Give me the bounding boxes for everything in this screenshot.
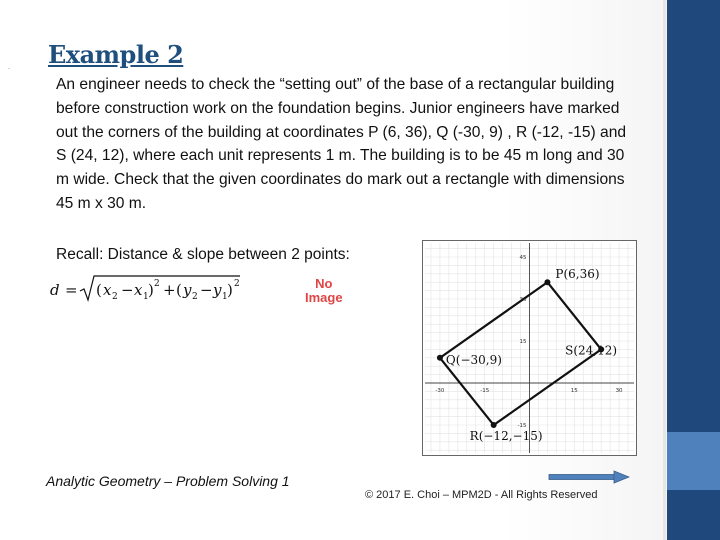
- no-image-line1: No: [315, 276, 333, 291]
- y-tick-label: -15: [517, 423, 527, 429]
- sidebar-accent-block: [667, 432, 720, 490]
- no-image-line2: Image: [305, 290, 343, 305]
- point-R: [491, 422, 497, 428]
- point-label-R: R(−12,−15): [469, 429, 543, 443]
- svg-text:1: 1: [143, 292, 149, 302]
- svg-text:2: 2: [192, 292, 198, 302]
- point-Q: [437, 355, 443, 361]
- slide-marker: .: [8, 64, 10, 71]
- coordinate-graph: [422, 240, 637, 456]
- formula-paren-1: (: [96, 281, 102, 299]
- svg-text:+: +: [163, 281, 176, 299]
- y-tick-label: 15: [519, 339, 527, 345]
- x-tick-label: 15: [570, 388, 578, 394]
- point-label-Q: Q(−30,9): [445, 352, 502, 367]
- formula-equals: =: [65, 281, 78, 299]
- svg-text:−: −: [200, 281, 213, 299]
- svg-text:x: x: [134, 281, 143, 299]
- x-tick-label: 30: [615, 388, 623, 394]
- problem-text: An engineer needs to check the “setting out” of the base of a rectangular building before construction work on the foundation begins. Junior engineers have marked out the corners of the building at coordinates P (6, 36), Q (-30, 9) , R (-12, -15) and S (24, 12), where each unit represents 1 m. The building is to be 45 m long and 30 m wide. Check that the given coordinates do mark out a rectangle with dimensions 45 m x 30 m.: [56, 76, 627, 212]
- slide-title: Example 2: [48, 40, 184, 69]
- x-tick-label: -30: [435, 388, 445, 394]
- distance-formula: [48, 274, 248, 304]
- sidebar-divider: [663, 0, 666, 540]
- svg-text:y: y: [213, 281, 222, 299]
- recall-text: Recall: Distance & slope between 2 points:: [56, 246, 350, 263]
- svg-text:2: 2: [112, 292, 118, 302]
- next-arrow-icon[interactable]: [548, 470, 630, 484]
- svg-text:1: 1: [222, 292, 228, 302]
- svg-text:2: 2: [234, 279, 240, 289]
- svg-text:): ): [148, 281, 154, 299]
- y-tick-label: 45: [519, 255, 527, 261]
- footer-course: Analytic Geometry – Problem Solving 1: [46, 473, 290, 489]
- svg-text:y: y: [183, 281, 192, 299]
- point-P: [544, 279, 550, 285]
- formula-d: d: [50, 281, 60, 299]
- y-tick-label: 30: [519, 297, 527, 303]
- svg-text:(: (: [176, 281, 182, 299]
- formula-x2: x: [103, 281, 112, 299]
- svg-text:−: −: [121, 281, 134, 299]
- svg-text:): ): [227, 281, 233, 299]
- x-tick-label: -15: [480, 388, 490, 394]
- no-image-placeholder: [305, 277, 343, 305]
- footer-copyright: © 2017 E. Choi – MPM2D - All Rights Reserved: [365, 489, 598, 501]
- point-label-P: P(6,36): [555, 267, 600, 282]
- svg-text:2: 2: [154, 279, 160, 289]
- point-label-S: S(24,12): [565, 343, 618, 358]
